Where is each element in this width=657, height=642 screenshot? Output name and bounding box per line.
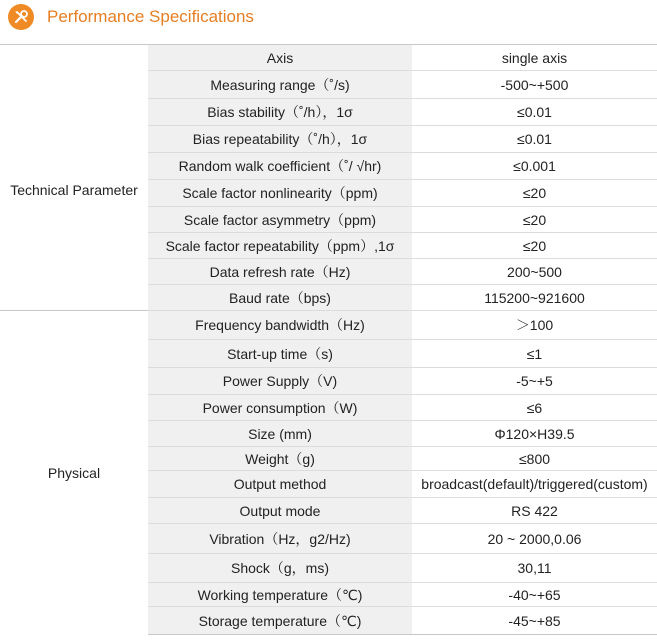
group-label-text: Physical xyxy=(47,464,101,481)
param-cell: Scale factor nonlinearity（ppm) xyxy=(148,180,412,207)
param-cell: Scale factor asymmetry（ppm) xyxy=(148,207,412,233)
value-cell: Φ120×H39.5 xyxy=(412,421,657,447)
param-cell: Random walk coefficient（˚/ √hr) xyxy=(148,153,412,180)
param-cell: Output mode xyxy=(148,498,412,524)
param-cell: Output method xyxy=(148,471,412,498)
column-header-value: single axis xyxy=(412,45,657,71)
param-cell: Weight（g) xyxy=(148,447,412,471)
param-cell: Data refresh rate（Hz) xyxy=(148,259,412,285)
param-cell: Baud rate（bps) xyxy=(148,285,412,311)
page-title: Performance Specifications xyxy=(47,7,254,26)
group-label-0 xyxy=(0,71,148,311)
value-cell: broadcast(default)/triggered(custom) xyxy=(412,471,657,498)
section-header xyxy=(8,2,254,32)
value-cell: ＞100 xyxy=(412,311,657,340)
value-cell: -40~+65 xyxy=(412,583,657,607)
param-cell: Power Supply（V) xyxy=(148,368,412,395)
value-cell: ≤20 xyxy=(412,233,657,259)
value-cell: 20 ~ 2000,0.06 xyxy=(412,524,657,554)
param-cell: Vibration（Hz，g2/Hz) xyxy=(148,524,412,554)
spec-table xyxy=(0,44,657,635)
value-cell: ≤800 xyxy=(412,447,657,471)
param-cell: Frequency bandwidth（Hz) xyxy=(148,311,412,340)
value-cell: -500~+500 xyxy=(412,71,657,99)
value-cell: 115200~921600 xyxy=(412,285,657,311)
table-header-row xyxy=(0,45,657,71)
value-cell: ≤1 xyxy=(412,340,657,368)
param-cell: Working temperature（℃) xyxy=(148,583,412,607)
param-cell: Power consumption（W) xyxy=(148,395,412,421)
param-cell: Bias stability（˚/h），1σ xyxy=(148,99,412,126)
group-label-text: Technical Parameter xyxy=(10,182,138,199)
value-cell: RS 422 xyxy=(412,498,657,524)
table-row xyxy=(0,311,657,340)
param-cell: Measuring range（˚/s) xyxy=(148,71,412,99)
value-cell: 200~500 xyxy=(412,259,657,285)
value-cell: ≤0.01 xyxy=(412,126,657,153)
group-header-cell xyxy=(0,45,148,71)
param-cell: Shock（g，ms) xyxy=(148,554,412,583)
column-header-axis: Axis xyxy=(148,45,412,71)
param-cell: Scale factor repeatability（ppm）,1σ xyxy=(148,233,412,259)
param-cell: Storage temperature（℃) xyxy=(148,607,412,635)
value-cell: 30,11 xyxy=(412,554,657,583)
param-cell: Start-up time（s) xyxy=(148,340,412,368)
param-cell: Bias repeatability（˚/h），1σ xyxy=(148,126,412,153)
value-cell: ≤20 xyxy=(412,207,657,233)
value-cell: ≤6 xyxy=(412,395,657,421)
value-cell: ≤0.01 xyxy=(412,99,657,126)
tools-icon xyxy=(8,4,34,30)
table-row xyxy=(0,71,657,99)
value-cell: -5~+5 xyxy=(412,368,657,395)
value-cell: -45~+85 xyxy=(412,607,657,635)
param-cell: Size (mm) xyxy=(148,421,412,447)
value-cell: ≤0.001 xyxy=(412,153,657,180)
group-label-1 xyxy=(0,311,148,635)
value-cell: ≤20 xyxy=(412,180,657,207)
